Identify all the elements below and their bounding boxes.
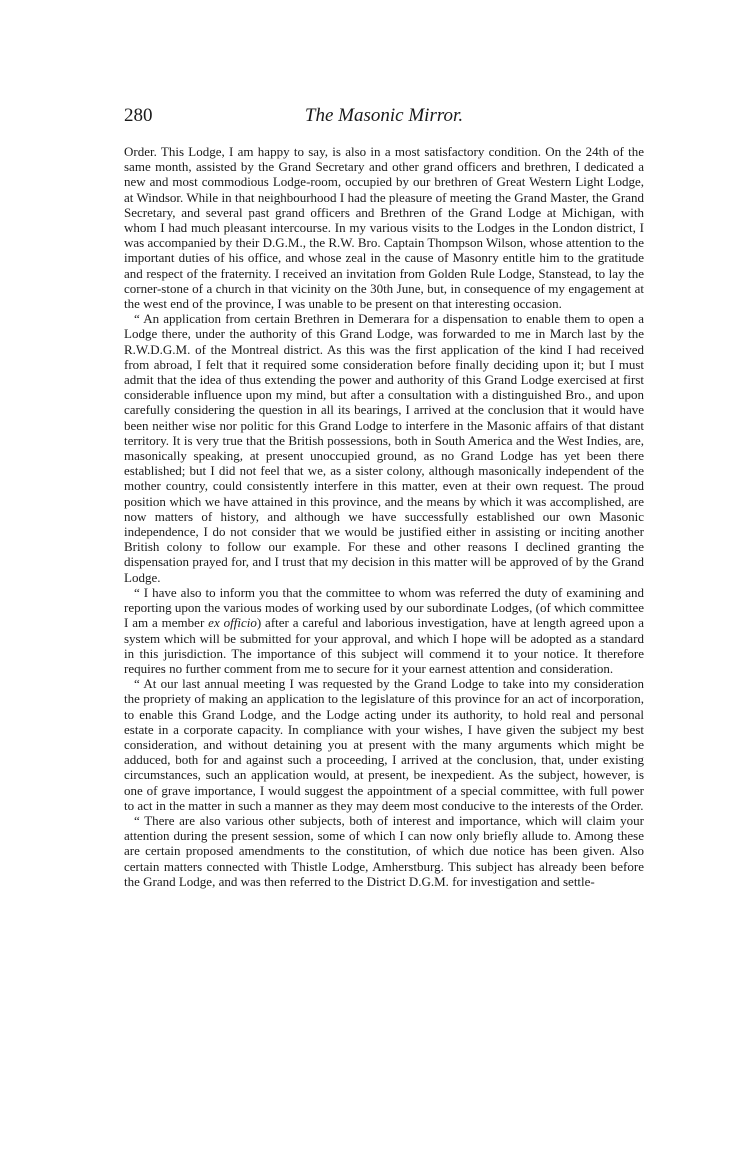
page-header — [124, 104, 644, 130]
paragraph-1: Order. This Lodge, I am happy to say, is also in a most satisfactory condition. On the 24th of the same month, assisted by the Grand Secretary and other grand officers and brethren, I dedicated a new and most commodious Lodge-room, occupied by our brethren of Great Western Light Lodge, at Windsor. While in that neighbourhood I had the pleasure of meeting the Grand Master, the Grand Secretary, and several past grand officers and Brethren of the Grand Lodge at Michigan, with whom I had much pleasant intercourse. In my various visits to the Lodges in the London district, I was accompanied by their D.G.M., the R.W. Bro. Captain Thompson Wilson, whose attention to the important duties of his office, and whose zeal in the cause of Masonry entitle him to the gratitude and respect of the fraternity. I received an invitation from Golden Rule Lodge, Stanstead, to lay the corner-stone of a church in that vicinity on the 30th June, but, in consequence of my engagement at the west end of the province, I was unable to be present on that interesting occasion. — [124, 144, 644, 312]
paragraph-2: “ An application from certain Brethren in Demerara for a dispensation to enable them to open a Lodge there, under the authority of this Grand Lodge, was forwarded to me in March last by the R.W.D.G.M. of the Montreal district. As this was the first application of the kind I had received from abroad, I felt that it required some consideration before finally deciding upon it; but I must admit that the idea of thus extending the power and authority of this Grand Lodge exercised at first considerable influence upon my mind, but after a consultation with a distinguished Bro., and upon carefully considering the question in all its bearings, I arrived at the conclusion that it would have been neither wise nor politic for this Grand Lodge to interfere in the Masonic affairs of that distant territory. It is very true that the British possessions, both in South America and the West Indies, are, masonically speaking, at present unoccupied ground, as no Grand Lodge has yet been there established; but I did not feel that we, as a sister colony, although masonically independent of the mother country, could consistently interfere in this matter, even at their own request. The proud position which we have attained in this province, and the means by which it was accomplished, are now matters of history, and although we have successfully established our own Masonic independence, I do not consider that we would be justified either in assisting or inciting another British colony to follow our example. For these and other reasons I declined granting the dispensation prayed for, and I trust that my decision in this matter will be approved of by the Grand Lodge. — [124, 311, 644, 585]
paragraph-3-italic: ex officio — [208, 615, 257, 631]
paragraph-3 — [124, 585, 644, 676]
paragraph-5: “ There are also various other subjects, both of interest and importance, which will claim your attention during the present session, some of which I can now only briefly allude to. Among these are certain proposed amendments to the constitution, of which due notice has been given. Also certain matters connected with Thistle Lodge, Amherstburg. This subject has already been before the Grand Lodge, and was then referred to the District D.G.M. for investigation and settle- — [124, 812, 644, 889]
page-number: 280 — [124, 105, 153, 126]
body-text — [124, 144, 644, 889]
running-title: The Masonic Mirror. — [304, 105, 464, 126]
paragraph-3-part-1: “ I have also to inform you that the committee to whom was referred the duty of examining and reporting upon the various modes of working used by our subordinate Lodges, (of which committee I am a member — [124, 584, 644, 631]
paragraph-3-part-2: ) after a careful and laborious investigation, have at length agreed upon a system which will be submitted for your approval, and which I hope will be adopted as a standard in this jurisdiction. The importance of this subject will commend it to your notice. It therefore requires no further comment from me to secure for it your earnest attention and consideration. — [124, 615, 644, 676]
paragraph-4: “ At our last annual meeting I was requested by the Grand Lodge to take into my consideration the propriety of making an application to the legislature of this province for an act of incorporation, to enable this Grand Lodge, and the Lodge acting under its authority, to hold real and personal estate in a corporate capacity. In compliance with your wishes, I have given the subject my best consideration, and without detaining you at present with the many arguments which might be adduced, both for and against such a proceeding, I arrived at the conclusion, that, under existing circumstances, such an application would, at present, be inexpedient. As the subject, however, is one of grave importance, I would suggest the appointment of a special committee, with full power to act in the matter in such a manner as they may deem most conducive to the interests of the Order. — [124, 676, 644, 813]
